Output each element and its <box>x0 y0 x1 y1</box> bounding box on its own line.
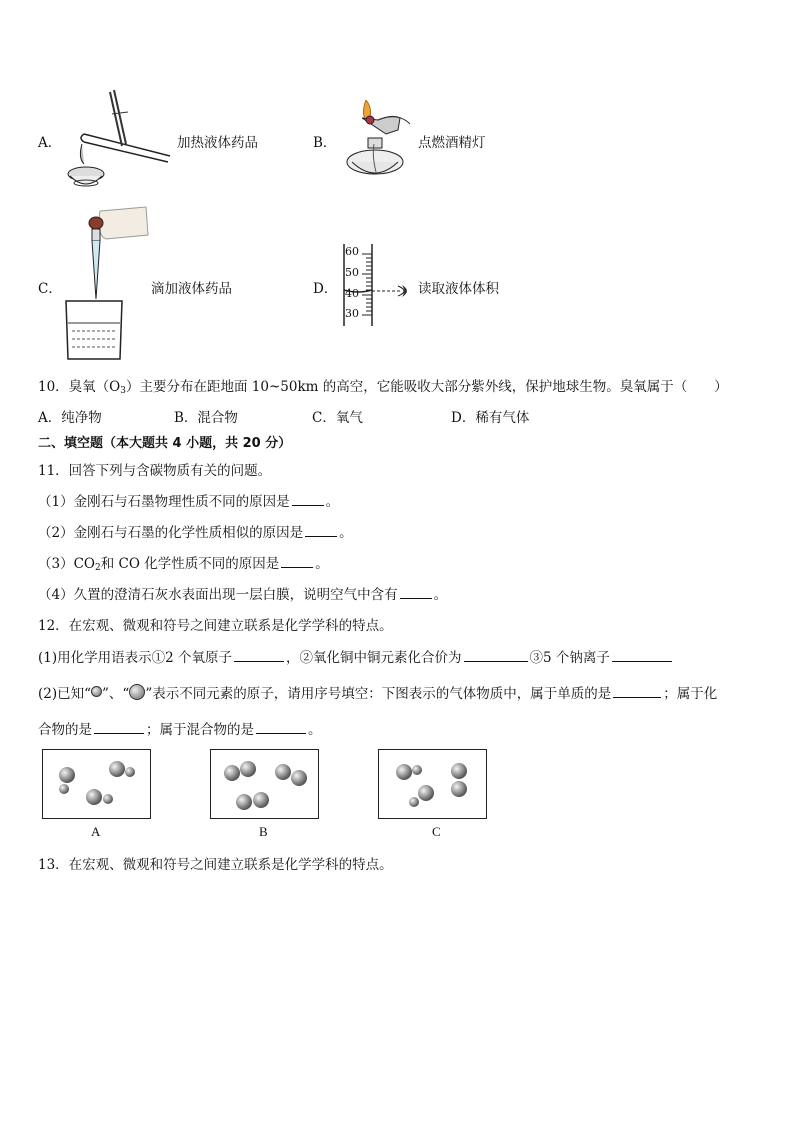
q10-choice-b: B．混合物 <box>174 410 238 426</box>
q12-part-2: (2)已知“ ”、“ ”表示不同元素的原子，请用序号填空：下图表示的气体物质中，属于单质的是 ；属于化 <box>38 686 718 702</box>
q11-part-1: （1）金刚石与石墨物理性质不同的原因是 。 <box>38 494 340 510</box>
scale-50: 50 <box>345 266 359 279</box>
option-a-letter: A． <box>38 135 62 151</box>
question-12-stem: 12．在宏观、微观和符号之间建立联系是化学学科的特点。 <box>38 618 393 634</box>
molecule-box-b <box>210 749 319 819</box>
option-b-text: 点燃酒精灯 <box>418 135 486 151</box>
q10-choice-d: D．稀有气体 <box>451 410 530 426</box>
q12-part-1: (1)用化学用语表示①2 个氧原子 ，②氧化铜中铜元素化合价为 ③5 个钠离子 <box>38 646 674 666</box>
q11-part-4: （4）久置的澄清石灰水表面出现一层白膜，说明空气中含有 。 <box>38 587 448 603</box>
molecule-box-a <box>42 749 151 819</box>
option-a-text: 加热液体药品 <box>177 135 258 151</box>
box-b-label: B <box>259 824 268 839</box>
option-c-text: 滴加液体药品 <box>151 281 232 297</box>
question-10-stem: 10．臭氧$(O_3)$主要分布在距地面 10~50km 的高空，它能吸收大部分紫外线，保护地球生物。臭氧属于（ ） <box>38 379 728 396</box>
large-atom-icon <box>129 684 145 700</box>
small-atom-icon <box>91 686 102 697</box>
q10-choice-a: A．纯净物 <box>38 410 102 426</box>
option-d-text: 读取液体体积 <box>418 281 499 297</box>
box-c-label: C <box>432 824 441 839</box>
q11-part-2: （2）金刚石与石墨的化学性质相似的原因是 。 <box>38 525 353 541</box>
option-d-letter: D． <box>313 281 338 297</box>
heating-liquid-illustration <box>62 84 174 194</box>
dropping-liquid-illustration <box>66 205 152 363</box>
option-b-letter: B． <box>313 135 337 151</box>
scale-30: 30 <box>345 307 359 320</box>
question-11-stem: 11．回答下列与含碳物质有关的问题。 <box>38 463 272 479</box>
lighting-alcohol-lamp-illustration <box>338 96 418 184</box>
section-heading: 二、填空题（本大题共 4 小题，共 20 分） <box>38 436 292 451</box>
box-a-label: A <box>91 824 101 839</box>
q12-part-2-cont: 合物的是 ；属于混合物的是 。 <box>38 722 322 738</box>
scale-60: 60 <box>345 245 359 258</box>
option-c-letter: C． <box>38 281 62 297</box>
scale-40: 40 <box>345 287 359 300</box>
q11-part-3: $(3)CO_2$和 CO 化学性质不同的原因是 。 <box>38 556 329 573</box>
q10-choice-c: C．氧气 <box>312 410 363 426</box>
question-13-stem: 13．在宏观、微观和符号之间建立联系是化学学科的特点。 <box>38 857 393 873</box>
molecule-box-c <box>378 749 487 819</box>
